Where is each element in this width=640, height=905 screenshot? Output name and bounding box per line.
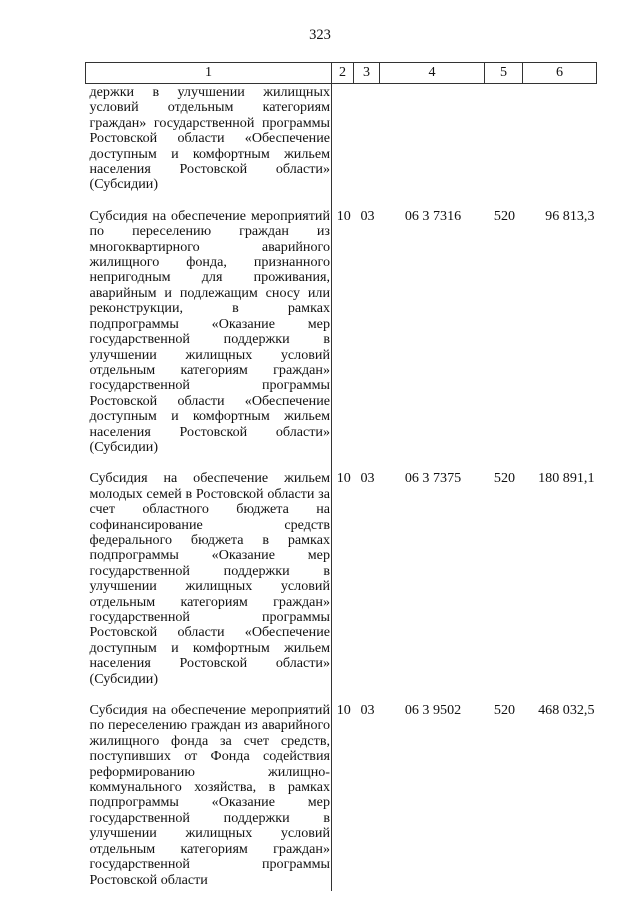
table-row — [86, 209, 597, 472]
page-number: 323 — [309, 27, 331, 43]
header-col-5: 5 — [485, 63, 523, 84]
header-col-6: 6 — [523, 63, 597, 84]
table-body — [86, 84, 597, 892]
row-target-code: 06 3 9502 — [404, 702, 462, 719]
row-subsection: 03 — [360, 470, 375, 487]
table-header — [86, 63, 597, 84]
row-expense-type: 520 — [493, 702, 516, 719]
table-row — [86, 471, 597, 703]
table-row — [86, 84, 597, 209]
row-target-code: 06 3 7375 — [404, 470, 462, 487]
row-subsection — [354, 84, 380, 209]
table-row — [86, 703, 597, 891]
row-section: 10 — [336, 207, 351, 224]
row-amount: 96 813,3 — [545, 207, 595, 224]
row-target-code: 06 3 7316 — [404, 207, 462, 224]
header-row — [86, 63, 597, 84]
row-amount: 468 032,5 — [538, 702, 595, 719]
row-subsection: 03 — [360, 207, 375, 224]
row-expense-type: 520 — [493, 207, 516, 224]
budget-table — [85, 62, 597, 891]
row-section: 10 — [336, 470, 351, 487]
row-expense-type — [485, 84, 523, 209]
row-name: Субсидия на обеспечение мероприятий по переселению граждан из многоквартирного аварийного жилищного фонда, признанного непригодным для проживания, аварийным и подлежащим сносу или реконструкции, в рамках подпрограммы «Оказание мер государственной поддержки в улучшении жилищных условий отдельным категориям граждан» государственной программы Ростовской области «Обеспечение доступным и комфортным жильем населения Ростовской области» (Субсидии) — [86, 209, 332, 472]
row-amount — [523, 84, 597, 209]
row-section — [332, 84, 354, 209]
row-section: 10 — [336, 702, 351, 719]
header-col-4: 4 — [380, 63, 485, 84]
row-name: держки в улучшении жилищных условий отдельным категориям граждан» государственной программы Ростовской области «Обеспечение доступным и комфортным жильем населения Ростовской области» (Субсидии) — [86, 84, 332, 209]
header-col-3: 3 — [354, 63, 380, 84]
row-subsection: 03 — [360, 702, 375, 719]
row-name: Субсидия на обеспечение жильем молодых семей в Ростовской области за счет областного бюджета на софинансирование средств федерального бюджета в рамках подпрограммы «Оказание мер государственной поддержки в улучшении жилищных условий отдельным категориям граждан» государственной программы Ростовской области «Обеспечение доступным и комфортным жильем населения Ростовской области» (Субсидии) — [86, 471, 332, 703]
header-col-2: 2 — [332, 63, 354, 84]
row-expense-type: 520 — [493, 470, 516, 487]
row-target-code — [380, 84, 485, 209]
header-col-1: 1 — [86, 63, 332, 84]
row-amount: 180 891,1 — [538, 470, 595, 487]
row-name: Субсидия на обеспечение мероприятий по переселению граждан из аварийного жилищного фонда за счет средств, поступивших от Фонда содействия реформированию жилищно-коммунального хозяйства, в рамках подпрограммы «Оказание мер государственной поддержки в улучшении жилищных условий отдельным категориям граждан» государственной программы Ростовской области — [86, 703, 332, 891]
